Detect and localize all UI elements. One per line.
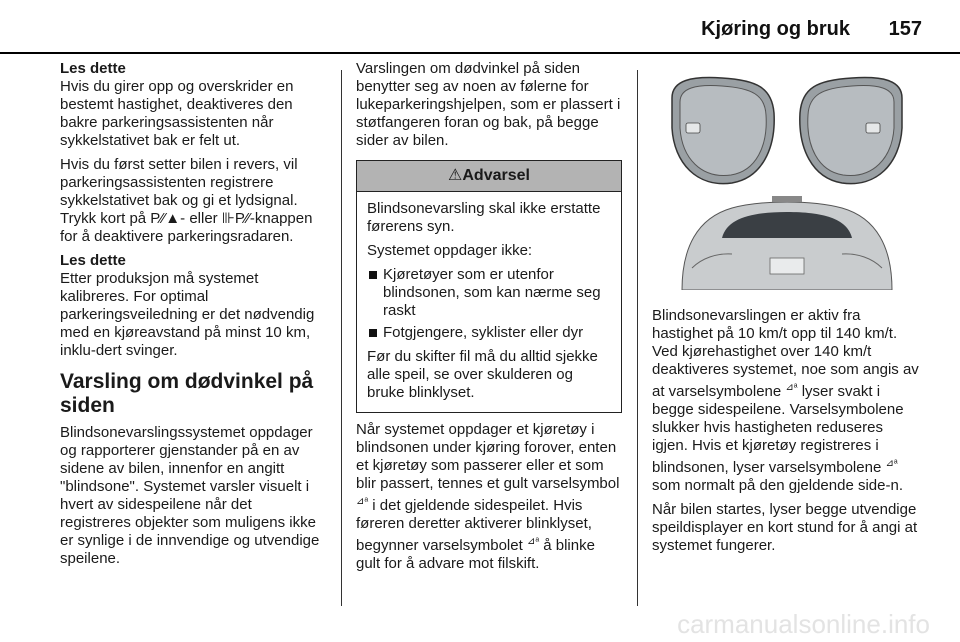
note-title: Les dette bbox=[60, 60, 126, 77]
list-item: Fotgjengere, syklister eller dyr bbox=[367, 324, 611, 342]
page-title: Kjøring og bruk bbox=[701, 18, 850, 40]
column-left bbox=[60, 60, 326, 574]
car-rear-icon bbox=[682, 196, 892, 290]
paragraph: Varslingen om dødvinkel på siden benytter seg av noen av følerne for lukeparkeringshjelpen, som er plassert i støtfangeren foran og bak, på begge sider av bilen. bbox=[356, 60, 621, 149]
paragraph: Når systemet oppdager et kjøretøy i blindsonen under kjøring forover, enten et kjøretøy som passerer eller et som blir passert, tennes et gult varselsymbol $^{⊿ᵃ}$ i det gjeldende sidespeilet. Hvis føreren deretter aktiverer blinklyset, begynner varselsymbolet $^{⊿ᵃ}$ å blinke gult for å advare mot filskift. bbox=[356, 421, 620, 572]
left-mirror-icon bbox=[672, 78, 774, 184]
column-middle bbox=[356, 60, 622, 579]
column-divider-1 bbox=[341, 70, 342, 606]
header-divider bbox=[0, 52, 960, 54]
section-heading: Varsling om dødvinkel på siden bbox=[60, 370, 314, 417]
paragraph: Når bilen startes, lyser begge utvendige speildisplayer en kort stund for å angi at systemet fungerer. bbox=[652, 501, 918, 554]
warning-box bbox=[356, 160, 622, 413]
paragraph: Blindsonevarslingen er aktiv fra hastighet på 10 km/t opp til 140 km/t. Ved kjørehastighet over 140 km/t deaktiveres systemet, noe som angis av at varselsymbolene $^{⊿ᵃ}$ lyser svakt i begge sidespeilene. Varselsymbolene slukker hvis hastigheten reduseres igjen. Hvis et kjøretøy registreres i blindsonen, lyser varselsymbolene $^{⊿ᵃ}$ som normalt på den gjeldende side-n. bbox=[652, 307, 919, 494]
watermark: carmanualsonline.info bbox=[677, 609, 930, 639]
column-divider-2 bbox=[637, 70, 638, 606]
blind-spot-symbol-icon: ⊿ᵃ bbox=[356, 496, 369, 507]
column-right bbox=[652, 60, 922, 561]
right-mirror-icon bbox=[800, 78, 902, 184]
paragraph: Blindsonevarslingssystemet oppdager og rapporterer gjenstander på en av sidene av bilen, innenfor en angitt "blindsone". Systemet varsler visuelt i hvert av sidespeilene når det registreres objekter som muligens ikke er synlige i de innvendige og utvendige speilene. bbox=[60, 424, 320, 567]
warning-text: Før du skifter fil må du alltid sjekke alle speil, se over skulderen og bruke blinklyset. bbox=[367, 348, 598, 401]
warning-text: Blindsonevarsling skal ikke erstatte førerens syn. bbox=[367, 200, 601, 235]
warning-title: ⚠Advarsel bbox=[357, 161, 621, 192]
list-item: Kjøretøyer som er utenfor blindsonen, som kan nærme seg raskt bbox=[367, 266, 611, 320]
bullet-icon bbox=[369, 271, 377, 279]
blind-spot-symbol-icon: ⊿ᵃ bbox=[885, 458, 898, 469]
blind-spot-symbol-icon: ⊿ᵃ bbox=[526, 536, 540, 547]
warning-text: Systemet oppdager ikke: bbox=[367, 242, 533, 259]
page-number: 157 bbox=[888, 18, 922, 40]
note-text: Etter produksjon må systemet kalibreres. For optimal parkeringsveiledning er det nødvendig med en kjøreavstand på minst 10 km, inklu-dert svinger. bbox=[60, 270, 315, 359]
warning-list bbox=[367, 266, 611, 342]
mirror-illustration bbox=[652, 68, 922, 290]
note-title: Les dette bbox=[60, 252, 126, 269]
note-text: Hvis du girer opp og overskrider en bestemt hastighet, deaktiveres den bakre parkeringsassistenten når sykkelstativet bak er felt ut. bbox=[60, 78, 294, 149]
bullet-icon bbox=[369, 329, 377, 337]
page-header bbox=[0, 0, 960, 52]
paragraph: Hvis du først setter bilen i revers, vil parkeringsassistenten registrere sykkelstativet bak og gi et lydsignal. Trykk kort på P⁄⁄▲- eller ⊪P⁄⁄-knappen for å deaktivere parkeringsradaren. bbox=[60, 156, 313, 245]
blind-spot-symbol-icon: ⊿ᵃ bbox=[785, 382, 798, 393]
